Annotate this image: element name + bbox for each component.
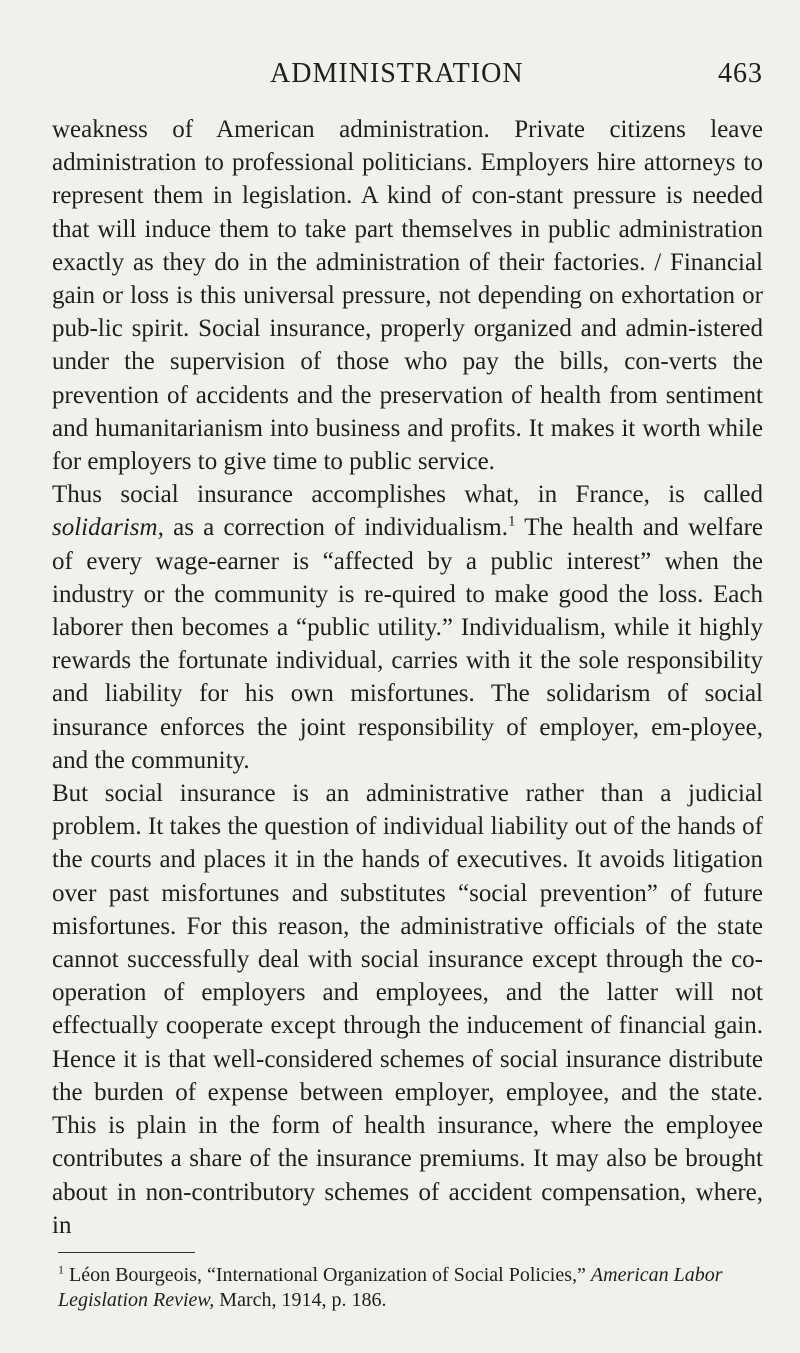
page-header xyxy=(52,58,763,98)
page-number: 463 xyxy=(718,58,763,89)
footnote-journal-title: American Labor Legislation Review, xyxy=(58,1263,723,1311)
footnote-marker: 1 xyxy=(58,1262,64,1277)
footnote xyxy=(58,1263,763,1313)
book-page xyxy=(52,58,763,1313)
paragraph-3: But social insurance is an administrative rather than a judicial problem. It takes the question of individual liability out of the hands of the courts and places it in the hands of executives. It avoids litigation over past misfortunes and substitutes “social prevention” of future misfortunes. For this reason, the administrative officials of the state cannot successfully deal with social insurance except through the co-operation of employers and employees, and the latter will not effectually cooperate except through the inducement of financial gain. Hence it is that well-considered schemes of social insurance distribute the burden of expense between employer, employee, and the state. This is plain in the form of health insurance, where the employee contributes a share of the insurance premiums. It may also be brought about in non-contributory schemes of accident compensation, where, in xyxy=(52,780,763,1239)
paragraph-2-start: Thus social insurance accomplishes what, in France, is called xyxy=(52,481,763,509)
paragraph-2 xyxy=(52,478,763,777)
paragraph-2-middle: as a correction of individualism. xyxy=(163,514,508,542)
body-text xyxy=(52,113,763,1242)
footnote-reference: 1 xyxy=(507,514,516,531)
running-head: ADMINISTRATION xyxy=(270,58,524,89)
footnote-text-start: Léon Bourgeois, “International Organization of Social Policies,” xyxy=(64,1263,591,1286)
solidarism-term: solidarism, xyxy=(52,514,164,542)
footnote-rule xyxy=(58,1252,195,1253)
paragraph-2-end: The health and welfare of every wage-earner is “affected by a public interest” when the industry or the community is re-quired to make good the loss. Each laborer then becomes a “public utility.” Individualism, while it highly rewards the fortunate individual, carries with it the sole responsibility and liability for his own misfortunes. The solidarism of social insurance enforces the joint responsibility of employer, em-ployee, and the community. xyxy=(52,514,764,774)
paragraph-1: weakness of American administration. Private citizens leave administration to professional politicians. Employers hire attorneys to represent them in legislation. A kind of con-stant pressure is needed that will induce them to take part themselves in public administration exactly as they do in the administration of their factories. / Financial gain or loss is this universal pressure, not depending on exhortation or pub-lic spirit. Social insurance, properly organized and admin-istered under the supervision of those who pay the bills, con-verts the prevention of accidents and the preservation of health from sentiment and humanitarianism into business and profits. It makes it worth while for employers to give time to public service. xyxy=(52,116,763,476)
footnote-text-end: March, 1914, p. 186. xyxy=(214,1288,387,1311)
